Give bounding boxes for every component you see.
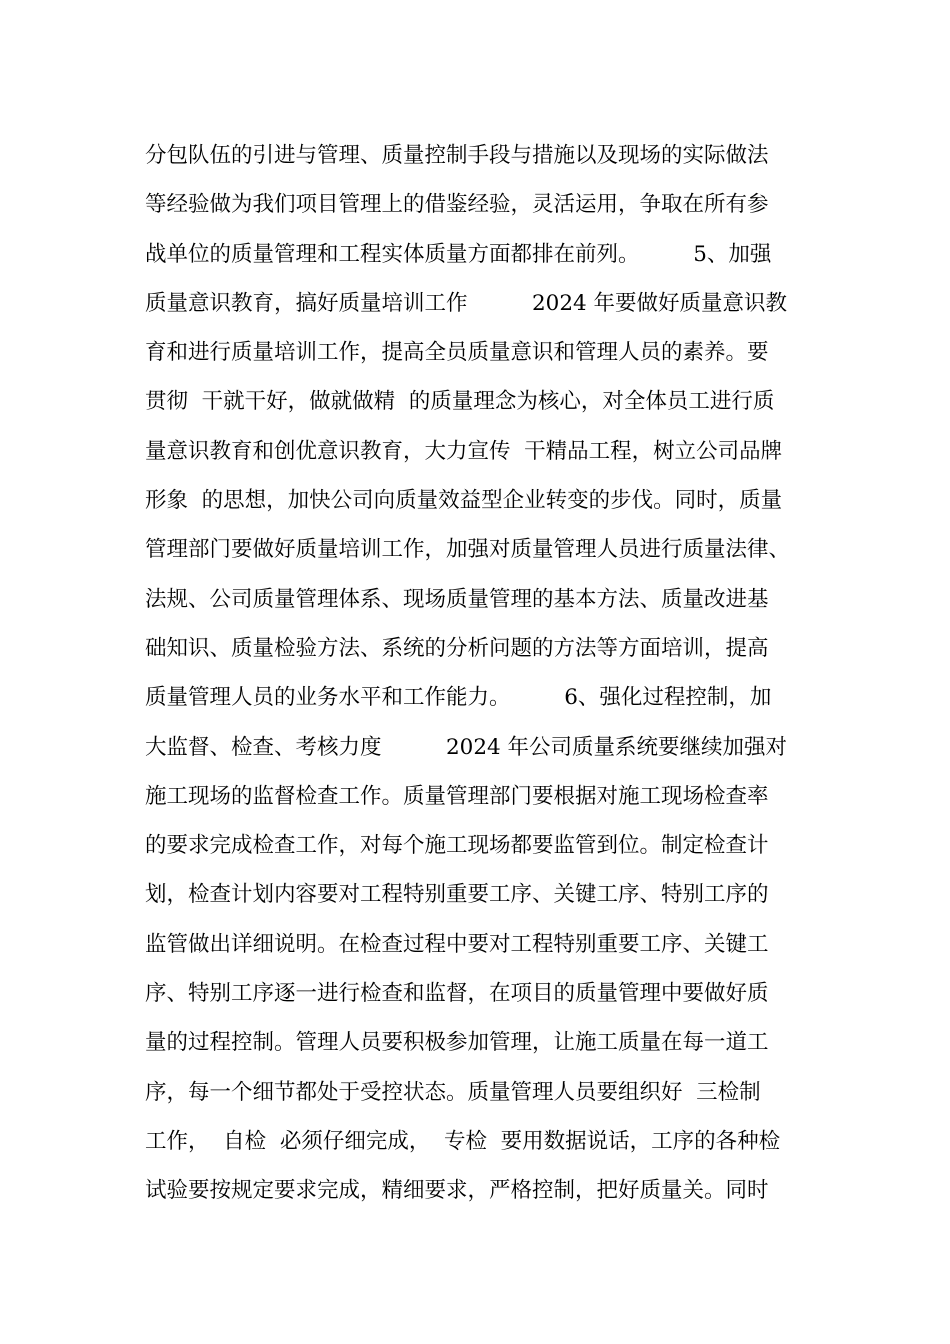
text-line: 分包队伍的引进与管理、质量控制手段与措施以及现场的实际做法	[145, 143, 769, 168]
text-line: 工作， 自检 必须仔细完成， 专检 要用数据说话，工序的各种检	[145, 1128, 781, 1154]
text-line: 战单位的质量管理和工程实体质量方面都排在前列。 5、加强	[145, 241, 772, 267]
text-line: 管理部门要做好质量培训工作，加强对质量管理人员进行质量法律、	[145, 537, 791, 563]
text-line: 量的过程控制。管理人员要积极参加管理，让施工质量在每一道工	[145, 1030, 769, 1056]
text-line: 划，检查计划内容要对工程特别重要工序、关键工序、特别工序的	[145, 882, 769, 908]
body-text	[145, 131, 825, 1216]
text-line: 法规、公司质量管理体系、现场质量管理的基本方法、质量改进基	[145, 586, 769, 612]
text-line: 等经验做为我们项目管理上的借鉴经验，灵活运用，争取在所有参	[145, 192, 769, 218]
text-line: 序、特别工序逐一进行检查和监督，在项目的质量管理中要做好质	[145, 981, 769, 1007]
text-line: 监管做出详细说明。在检查过程中要对工程特别重要工序、关键工	[145, 931, 769, 957]
text-line: 育和进行质量培训工作，提高全员质量意识和管理人员的素养。要	[145, 340, 769, 366]
text-line: 贯彻 干就干好，做就做精 的质量理念为核心，对全体员工进行质	[145, 389, 775, 415]
text-line: 质量意识教育，搞好质量培训工作 2024 年要做好质量意识教	[145, 290, 788, 316]
text-line: 大监督、检查、考核力度 2024 年公司质量系统要继续加强对	[145, 734, 788, 760]
text-line: 施工现场的监督检查工作。质量管理部门要根据对施工现场检查率	[145, 783, 769, 809]
text-line: 形象 的思想，加快公司向质量效益型企业转变的步伐。同时，质量	[145, 488, 783, 514]
text-line: 量意识教育和创优意识教育，大力宣传 干精品工程，树立公司品牌	[145, 438, 783, 464]
text-line: 的要求完成检查工作，对每个施工现场都要监管到位。制定检查计	[145, 833, 769, 859]
text-line: 质量管理人员的业务水平和工作能力。 6、强化过程控制，加	[145, 685, 772, 711]
text-line: 础知识、质量检验方法、系统的分析问题的方法等方面培训，提高	[145, 635, 769, 661]
text-line: 序，每一个细节都处于受控状态。质量管理人员要组织好 三检制	[145, 1079, 761, 1105]
text-line: 试验要按规定要求完成，精细要求，严格控制，把好质量关。同时	[145, 1178, 769, 1204]
